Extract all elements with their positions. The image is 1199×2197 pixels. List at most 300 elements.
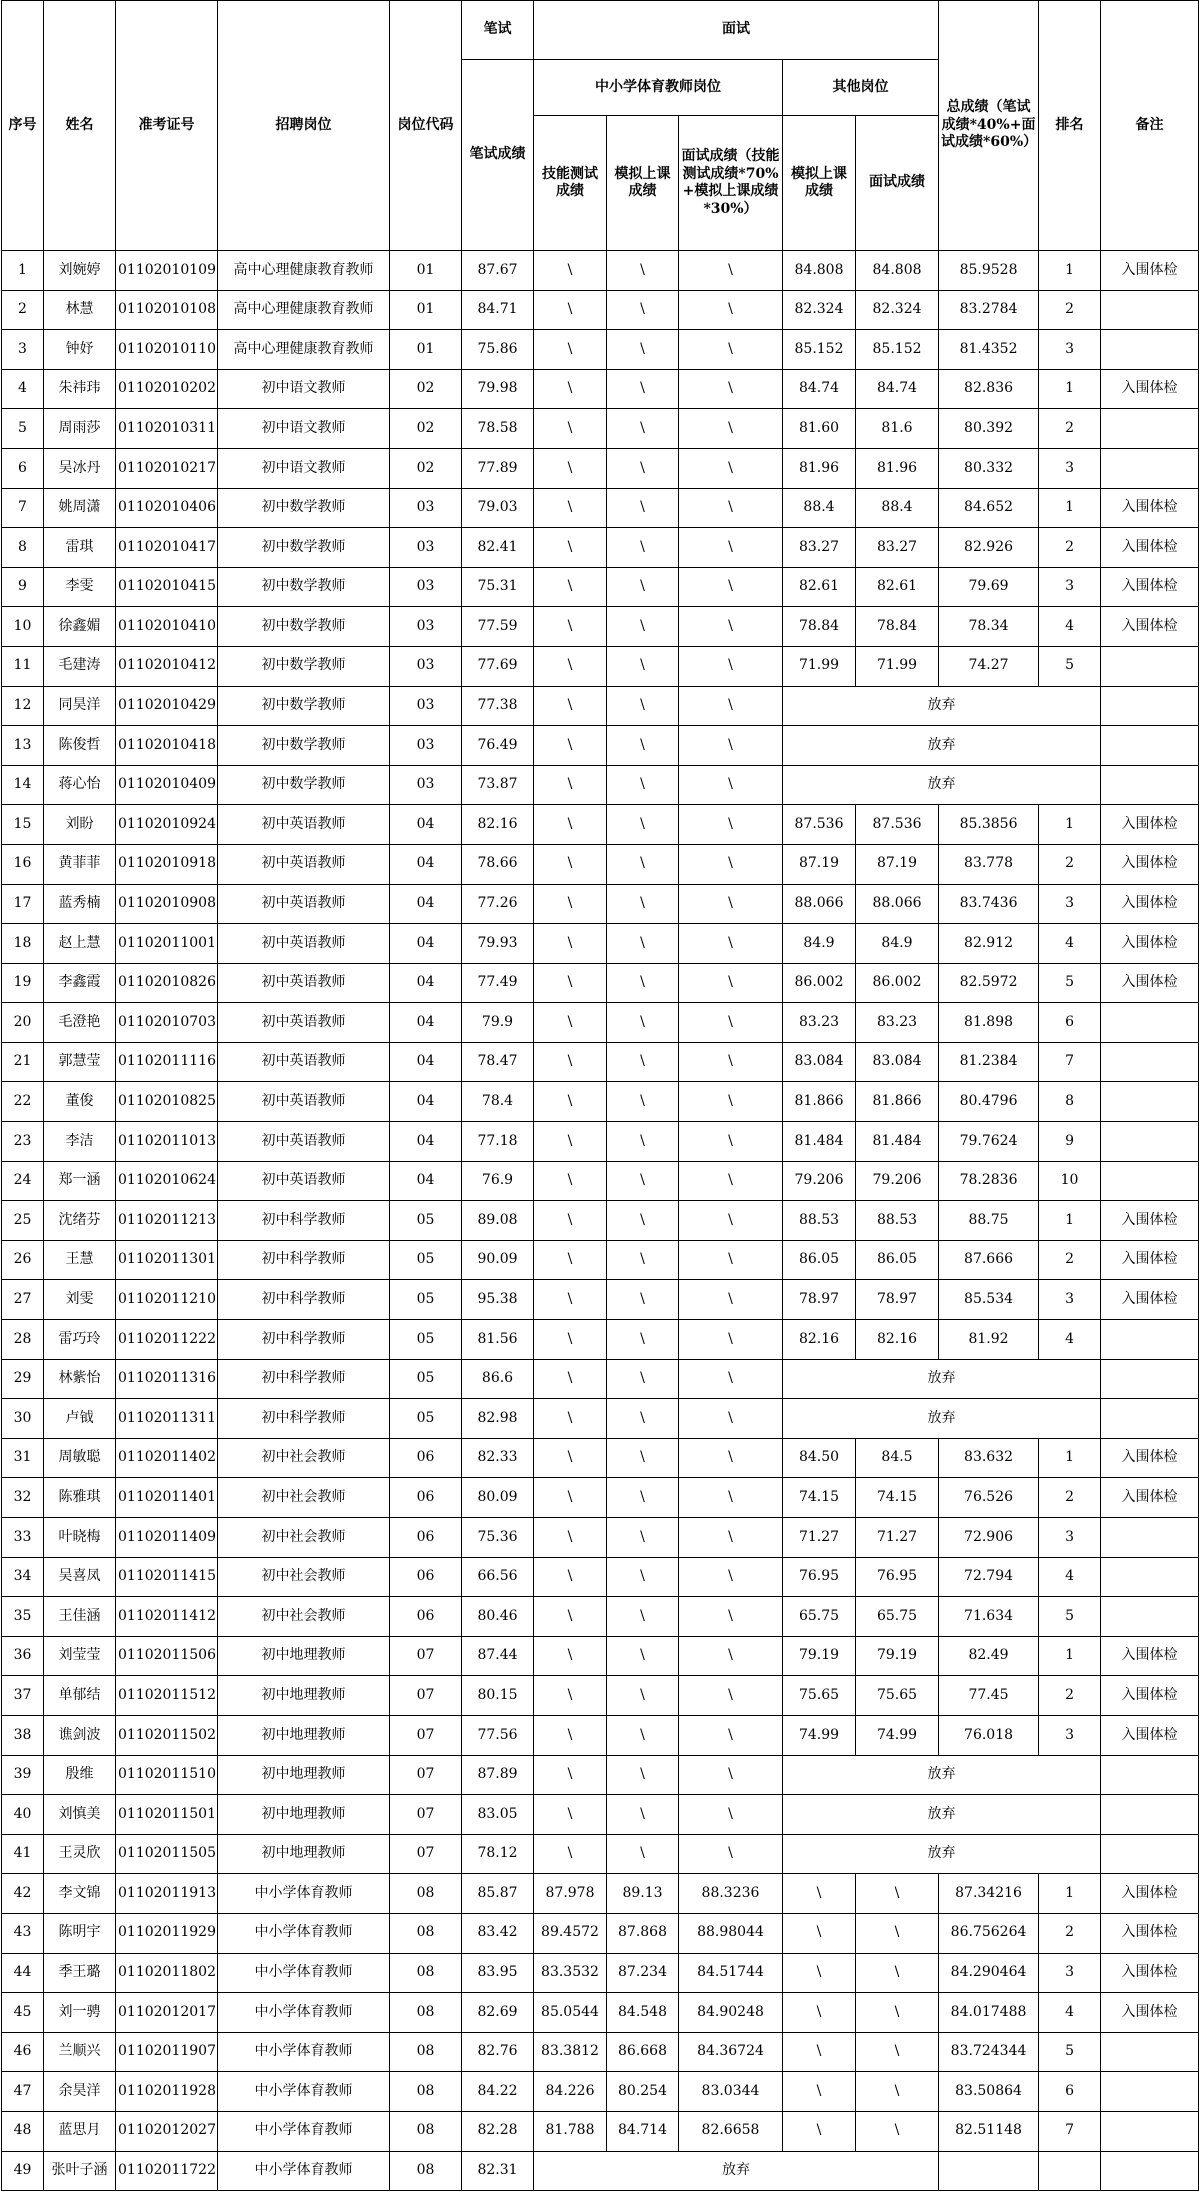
cell-remark: [1101, 2151, 1199, 2191]
table-row: [2, 1478, 1199, 1518]
cell-rank: 1: [1039, 369, 1101, 409]
cell-interview-score-pe: \: [679, 1557, 783, 1597]
cell-exam-id: 01102010908: [116, 884, 218, 924]
cell-mock-class-pe: \: [607, 330, 679, 370]
cell-seq: 44: [2, 1953, 44, 1993]
cell-interview-score-pe: \: [679, 1399, 783, 1439]
cell-position: 初中科学教师: [218, 1320, 390, 1360]
cell-total: 81.2384: [939, 1042, 1039, 1082]
table-row: [2, 1597, 1199, 1637]
header-written-group: 笔试: [462, 1, 534, 60]
cell-name: 刘婉婷: [44, 251, 116, 291]
header-skill-score: 技能测试成绩: [534, 116, 607, 251]
table-row: [2, 924, 1199, 964]
cell-exam-id: 01102010415: [116, 567, 218, 607]
cell-position: 初中社会教师: [218, 1597, 390, 1637]
cell-written-score: 78.58: [462, 409, 534, 449]
cell-position: 初中英语教师: [218, 924, 390, 964]
cell-interview-score-pe: \: [679, 528, 783, 568]
cell-seq: 37: [2, 1676, 44, 1716]
cell-rank: 1: [1039, 1438, 1101, 1478]
cell-rank: 1: [1039, 251, 1101, 291]
cell-rank: 1: [1039, 805, 1101, 845]
cell-mock-class-pe: 87.234: [607, 1953, 679, 1993]
table-row: [2, 1201, 1199, 1241]
cell-position-code: 03: [390, 646, 462, 686]
cell-interview-score-other: \: [856, 1874, 939, 1914]
cell-exam-id: 01102011502: [116, 1715, 218, 1755]
cell-exam-id: 01102011913: [116, 1874, 218, 1914]
cell-total: 83.50864: [939, 2072, 1039, 2112]
cell-rank: 6: [1039, 2072, 1101, 2112]
cell-name: 吴冰丹: [44, 448, 116, 488]
cell-mock-class-other: 88.53: [783, 1201, 856, 1241]
cell-mock-class-pe: \: [607, 765, 679, 805]
cell-remark: 入围体检: [1101, 528, 1199, 568]
cell-name: 王灵欣: [44, 1834, 116, 1874]
cell-position: 初中数学教师: [218, 488, 390, 528]
cell-interview-score-pe: \: [679, 1003, 783, 1043]
cell-total: 81.898: [939, 1003, 1039, 1043]
cell-position-code: 01: [390, 330, 462, 370]
cell-position-code: 04: [390, 1122, 462, 1162]
cell-interview-score-pe: 84.90248: [679, 1993, 783, 2033]
cell-total: 80.392: [939, 409, 1039, 449]
cell-position-code: 05: [390, 1280, 462, 1320]
cell-interview-score-pe: \: [679, 1597, 783, 1637]
cell-exam-id: 01102011412: [116, 1597, 218, 1637]
cell-skill-score: \: [534, 607, 607, 647]
cell-position-code: 03: [390, 528, 462, 568]
cell-total: [939, 2151, 1039, 2191]
cell-position-code: 07: [390, 1755, 462, 1795]
cell-interview-score-pe: \: [679, 1082, 783, 1122]
cell-name: 钟妤: [44, 330, 116, 370]
cell-interview-score-other: 82.16: [856, 1320, 939, 1360]
cell-mock-class-pe: 86.668: [607, 2032, 679, 2072]
cell-mock-class-pe: \: [607, 1240, 679, 1280]
cell-rank: 2: [1039, 1478, 1101, 1518]
cell-seq: 40: [2, 1795, 44, 1835]
cell-remark: 入围体检: [1101, 805, 1199, 845]
cell-seq: 7: [2, 488, 44, 528]
cell-skill-score: \: [534, 290, 607, 330]
cell-written-score: 84.71: [462, 290, 534, 330]
cell-skill-score: 87.978: [534, 1874, 607, 1914]
cell-rank: 5: [1039, 1597, 1101, 1637]
cell-rank: 3: [1039, 448, 1101, 488]
cell-rank: 2: [1039, 1676, 1101, 1716]
cell-position: 初中英语教师: [218, 1082, 390, 1122]
cell-waiver: 放弃: [783, 1834, 1101, 1874]
cell-exam-id: 01102011222: [116, 1320, 218, 1360]
header-name: 姓名: [44, 1, 116, 251]
cell-seq: 39: [2, 1755, 44, 1795]
table-row: [2, 369, 1199, 409]
cell-total: 85.534: [939, 1280, 1039, 1320]
cell-name: 林紫怡: [44, 1359, 116, 1399]
cell-interview-score-pe: \: [679, 1201, 783, 1241]
cell-total: 81.92: [939, 1320, 1039, 1360]
cell-rank: 6: [1039, 1003, 1101, 1043]
cell-position: 初中数学教师: [218, 646, 390, 686]
cell-mock-class-pe: 87.868: [607, 1913, 679, 1953]
cell-position-code: 08: [390, 1913, 462, 1953]
cell-written-score: 82.69: [462, 1993, 534, 2033]
table-row: [2, 409, 1199, 449]
cell-interview-score-pe: \: [679, 726, 783, 766]
cell-exam-id: 01102011210: [116, 1280, 218, 1320]
cell-name: 兰顺兴: [44, 2032, 116, 2072]
table-row: [2, 1359, 1199, 1399]
cell-rank: 10: [1039, 1161, 1101, 1201]
cell-interview-score-pe: \: [679, 369, 783, 409]
header-interview-score-other: 面试成绩: [856, 116, 939, 251]
cell-position: 初中数学教师: [218, 726, 390, 766]
cell-remark: 入围体检: [1101, 1993, 1199, 2033]
cell-seq: 11: [2, 646, 44, 686]
cell-remark: [1101, 448, 1199, 488]
cell-position: 中小学体育教师: [218, 2072, 390, 2112]
cell-position-code: 04: [390, 1003, 462, 1043]
cell-skill-score: \: [534, 1834, 607, 1874]
cell-position: 中小学体育教师: [218, 1913, 390, 1953]
cell-total: 80.332: [939, 448, 1039, 488]
cell-written-score: 81.56: [462, 1320, 534, 1360]
cell-name: 单郁结: [44, 1676, 116, 1716]
table-row: [2, 607, 1199, 647]
cell-seq: 14: [2, 765, 44, 805]
cell-mock-class-pe: 80.254: [607, 2072, 679, 2112]
cell-remark: 入围体检: [1101, 1715, 1199, 1755]
cell-interview-score-other: 83.27: [856, 528, 939, 568]
cell-position-code: 06: [390, 1478, 462, 1518]
cell-name: 刘莹莹: [44, 1636, 116, 1676]
cell-seq: 26: [2, 1240, 44, 1280]
cell-interview-score-pe: \: [679, 884, 783, 924]
cell-name: 雷巧玲: [44, 1320, 116, 1360]
cell-skill-score: \: [534, 528, 607, 568]
cell-mock-class-pe: \: [607, 1557, 679, 1597]
cell-name: 毛建涛: [44, 646, 116, 686]
cell-mock-class-other: 86.05: [783, 1240, 856, 1280]
cell-remark: 入围体检: [1101, 1636, 1199, 1676]
cell-exam-id: 01102010311: [116, 409, 218, 449]
cell-total: 83.7436: [939, 884, 1039, 924]
cell-interview-score-other: 79.19: [856, 1636, 939, 1676]
cell-interview-score-other: 88.4: [856, 488, 939, 528]
cell-remark: [1101, 409, 1199, 449]
cell-mock-class-pe: \: [607, 805, 679, 845]
cell-position: 初中社会教师: [218, 1438, 390, 1478]
cell-interview-score-other: 81.484: [856, 1122, 939, 1162]
cell-name: 余昊洋: [44, 2072, 116, 2112]
cell-interview-score-pe: \: [679, 251, 783, 291]
cell-interview-score-pe: \: [679, 1122, 783, 1162]
cell-remark: [1101, 1518, 1199, 1558]
cell-name: 季王璐: [44, 1953, 116, 1993]
cell-position: 初中英语教师: [218, 1042, 390, 1082]
cell-position-code: 02: [390, 369, 462, 409]
cell-position-code: 03: [390, 607, 462, 647]
cell-rank: 3: [1039, 1518, 1101, 1558]
cell-rank: 7: [1039, 1042, 1101, 1082]
cell-remark: 入围体检: [1101, 963, 1199, 1003]
cell-mock-class-other: 84.9: [783, 924, 856, 964]
cell-position: 初中英语教师: [218, 844, 390, 884]
cell-position: 初中英语教师: [218, 1003, 390, 1043]
cell-mock-class-other: \: [783, 2111, 856, 2151]
cell-name: 殷维: [44, 1755, 116, 1795]
cell-total: 83.632: [939, 1438, 1039, 1478]
cell-skill-score: \: [534, 1082, 607, 1122]
cell-position-code: 07: [390, 1834, 462, 1874]
cell-position-code: 01: [390, 290, 462, 330]
cell-interview-score-pe: \: [679, 1636, 783, 1676]
cell-total: 79.7624: [939, 1122, 1039, 1162]
cell-remark: 入围体检: [1101, 1913, 1199, 1953]
cell-mock-class-other: 88.066: [783, 884, 856, 924]
cell-written-score: 78.47: [462, 1042, 534, 1082]
table-row: [2, 686, 1199, 726]
table-row: [2, 448, 1199, 488]
header-exam-id: 准考证号: [116, 1, 218, 251]
cell-interview-score-pe: \: [679, 646, 783, 686]
cell-written-score: 79.98: [462, 369, 534, 409]
cell-exam-id: 01102011213: [116, 1201, 218, 1241]
cell-position: 初中数学教师: [218, 607, 390, 647]
cell-position: 初中地理教师: [218, 1715, 390, 1755]
cell-waiver: 放弃: [783, 1755, 1101, 1795]
cell-remark: [1101, 2072, 1199, 2112]
cell-written-score: 85.87: [462, 1874, 534, 1914]
cell-position: 初中地理教师: [218, 1834, 390, 1874]
cell-remark: [1101, 1082, 1199, 1122]
table-row: [2, 1042, 1199, 1082]
cell-mock-class-pe: \: [607, 251, 679, 291]
table-row: [2, 2151, 1199, 2191]
cell-total: 72.794: [939, 1557, 1039, 1597]
cell-interview-score-other: \: [856, 2111, 939, 2151]
table-row: [2, 1795, 1199, 1835]
cell-name: 陈雅琪: [44, 1478, 116, 1518]
cell-mock-class-pe: \: [607, 1597, 679, 1637]
cell-total: 83.2784: [939, 290, 1039, 330]
table-row: [2, 567, 1199, 607]
cell-name: 沈绪芬: [44, 1201, 116, 1241]
cell-name: 黄菲菲: [44, 844, 116, 884]
cell-mock-class-other: 85.152: [783, 330, 856, 370]
cell-exam-id: 01102012027: [116, 2111, 218, 2151]
cell-interview-score-other: \: [856, 2032, 939, 2072]
cell-mock-class-pe: \: [607, 1518, 679, 1558]
cell-name: 姚周潇: [44, 488, 116, 528]
cell-remark: [1101, 2032, 1199, 2072]
cell-written-score: 82.98: [462, 1399, 534, 1439]
cell-remark: 入围体检: [1101, 1201, 1199, 1241]
header-other-group: 其他岗位: [783, 60, 939, 116]
cell-written-score: 82.28: [462, 2111, 534, 2151]
cell-mock-class-other: 71.27: [783, 1518, 856, 1558]
cell-position: 初中地理教师: [218, 1795, 390, 1835]
cell-position: 初中社会教师: [218, 1518, 390, 1558]
cell-seq: 43: [2, 1913, 44, 1953]
cell-seq: 46: [2, 2032, 44, 2072]
cell-written-score: 79.9: [462, 1003, 534, 1043]
cell-mock-class-other: \: [783, 2072, 856, 2112]
table-row: [2, 963, 1199, 1003]
cell-mock-class-pe: \: [607, 1122, 679, 1162]
cell-rank: 3: [1039, 1953, 1101, 1993]
cell-name: 刘雯: [44, 1280, 116, 1320]
cell-seq: 3: [2, 330, 44, 370]
cell-interview-score-pe: \: [679, 1715, 783, 1755]
cell-mock-class-pe: \: [607, 1438, 679, 1478]
cell-skill-score: \: [534, 844, 607, 884]
cell-name: 刘慎美: [44, 1795, 116, 1835]
cell-rank: 4: [1039, 1993, 1101, 2033]
cell-rank: 5: [1039, 646, 1101, 686]
cell-interview-score-pe: \: [679, 290, 783, 330]
cell-mock-class-other: 87.536: [783, 805, 856, 845]
cell-mock-class-other: \: [783, 1913, 856, 1953]
cell-rank: 3: [1039, 567, 1101, 607]
cell-written-score: 82.41: [462, 528, 534, 568]
cell-interview-score-pe: 88.98044: [679, 1913, 783, 1953]
cell-exam-id: 01102011510: [116, 1755, 218, 1795]
cell-interview-score-pe: \: [679, 1834, 783, 1874]
cell-position: 中小学体育教师: [218, 1993, 390, 2033]
cell-rank: 1: [1039, 1636, 1101, 1676]
cell-name: 郭慧莹: [44, 1042, 116, 1082]
cell-exam-id: 01102010110: [116, 330, 218, 370]
cell-interview-score-pe: \: [679, 330, 783, 370]
cell-mock-class-pe: \: [607, 369, 679, 409]
cell-remark: [1101, 1042, 1199, 1082]
cell-position: 中小学体育教师: [218, 2151, 390, 2191]
cell-mock-class-pe: \: [607, 448, 679, 488]
cell-seq: 49: [2, 2151, 44, 2191]
table-row: [2, 290, 1199, 330]
header-remark: 备注: [1101, 1, 1199, 251]
table-row: [2, 1993, 1199, 2033]
cell-mock-class-pe: \: [607, 844, 679, 884]
cell-mock-class-pe: \: [607, 924, 679, 964]
cell-exam-id: 01102010412: [116, 646, 218, 686]
cell-rank: 2: [1039, 528, 1101, 568]
cell-skill-score: \: [534, 1280, 607, 1320]
cell-total: 83.778: [939, 844, 1039, 884]
cell-mock-class-other: 84.808: [783, 251, 856, 291]
cell-exam-id: 01102011116: [116, 1042, 218, 1082]
cell-exam-id: 01102010409: [116, 765, 218, 805]
cell-waiver: 放弃: [783, 1399, 1101, 1439]
cell-seq: 31: [2, 1438, 44, 1478]
cell-seq: 19: [2, 963, 44, 1003]
table-row: [2, 330, 1199, 370]
cell-interview-score-other: 84.9: [856, 924, 939, 964]
cell-mock-class-other: 78.97: [783, 1280, 856, 1320]
cell-total: 82.5972: [939, 963, 1039, 1003]
cell-position-code: 05: [390, 1201, 462, 1241]
cell-written-score: 79.03: [462, 488, 534, 528]
cell-waiver: 放弃: [534, 2151, 939, 2191]
cell-remark: [1101, 1795, 1199, 1835]
cell-interview-score-other: 88.53: [856, 1201, 939, 1241]
cell-position-code: 04: [390, 1082, 462, 1122]
cell-mock-class-other: 81.484: [783, 1122, 856, 1162]
cell-position: 中小学体育教师: [218, 2032, 390, 2072]
cell-seq: 27: [2, 1280, 44, 1320]
cell-exam-id: 01102010918: [116, 844, 218, 884]
cell-interview-score-other: 84.74: [856, 369, 939, 409]
cell-skill-score: \: [534, 726, 607, 766]
cell-rank: 1: [1039, 1201, 1101, 1241]
cell-interview-score-other: 78.97: [856, 1280, 939, 1320]
cell-name: 李鑫霞: [44, 963, 116, 1003]
cell-total: 83.724344: [939, 2032, 1039, 2072]
cell-remark: 入围体检: [1101, 607, 1199, 647]
cell-mock-class-pe: \: [607, 1359, 679, 1399]
cell-interview-score-pe: \: [679, 686, 783, 726]
cell-written-score: 83.42: [462, 1913, 534, 1953]
cell-position: 初中英语教师: [218, 884, 390, 924]
cell-position: 初中英语教师: [218, 1122, 390, 1162]
cell-interview-score-other: 65.75: [856, 1597, 939, 1637]
cell-mock-class-other: \: [783, 1953, 856, 1993]
cell-interview-score-other: 82.324: [856, 290, 939, 330]
cell-written-score: 87.44: [462, 1636, 534, 1676]
cell-mock-class-other: \: [783, 1993, 856, 2033]
cell-position-code: 03: [390, 686, 462, 726]
cell-interview-score-pe: \: [679, 1320, 783, 1360]
cell-skill-score: \: [534, 369, 607, 409]
cell-name: 吴喜凤: [44, 1557, 116, 1597]
cell-mock-class-pe: \: [607, 1201, 679, 1241]
cell-skill-score: \: [534, 251, 607, 291]
cell-interview-score-other: 81.866: [856, 1082, 939, 1122]
cell-written-score: 82.16: [462, 805, 534, 845]
cell-written-score: 82.31: [462, 2151, 534, 2191]
cell-position-code: 03: [390, 567, 462, 607]
cell-exam-id: 01102010406: [116, 488, 218, 528]
cell-exam-id: 01102011802: [116, 1953, 218, 1993]
cell-skill-score: \: [534, 1320, 607, 1360]
cell-remark: 入围体检: [1101, 884, 1199, 924]
cell-skill-score: \: [534, 1003, 607, 1043]
header-mock-class-pe: 模拟上课成绩: [607, 116, 679, 251]
cell-skill-score: \: [534, 646, 607, 686]
cell-seq: 18: [2, 924, 44, 964]
cell-position-code: 06: [390, 1438, 462, 1478]
cell-mock-class-pe: \: [607, 726, 679, 766]
cell-position: 初中科学教师: [218, 1280, 390, 1320]
cell-position-code: 08: [390, 1993, 462, 2033]
cell-total: 80.4796: [939, 1082, 1039, 1122]
cell-interview-score-pe: 84.51744: [679, 1953, 783, 1993]
cell-mock-class-other: 76.95: [783, 1557, 856, 1597]
cell-interview-score-pe: \: [679, 844, 783, 884]
cell-remark: [1101, 330, 1199, 370]
cell-seq: 47: [2, 2072, 44, 2112]
table-row: [2, 1438, 1199, 1478]
cell-position-code: 07: [390, 1636, 462, 1676]
cell-position-code: 07: [390, 1795, 462, 1835]
cell-interview-score-other: 76.95: [856, 1557, 939, 1597]
cell-remark: 入围体检: [1101, 1240, 1199, 1280]
cell-mock-class-other: 84.74: [783, 369, 856, 409]
cell-rank: 9: [1039, 1122, 1101, 1162]
